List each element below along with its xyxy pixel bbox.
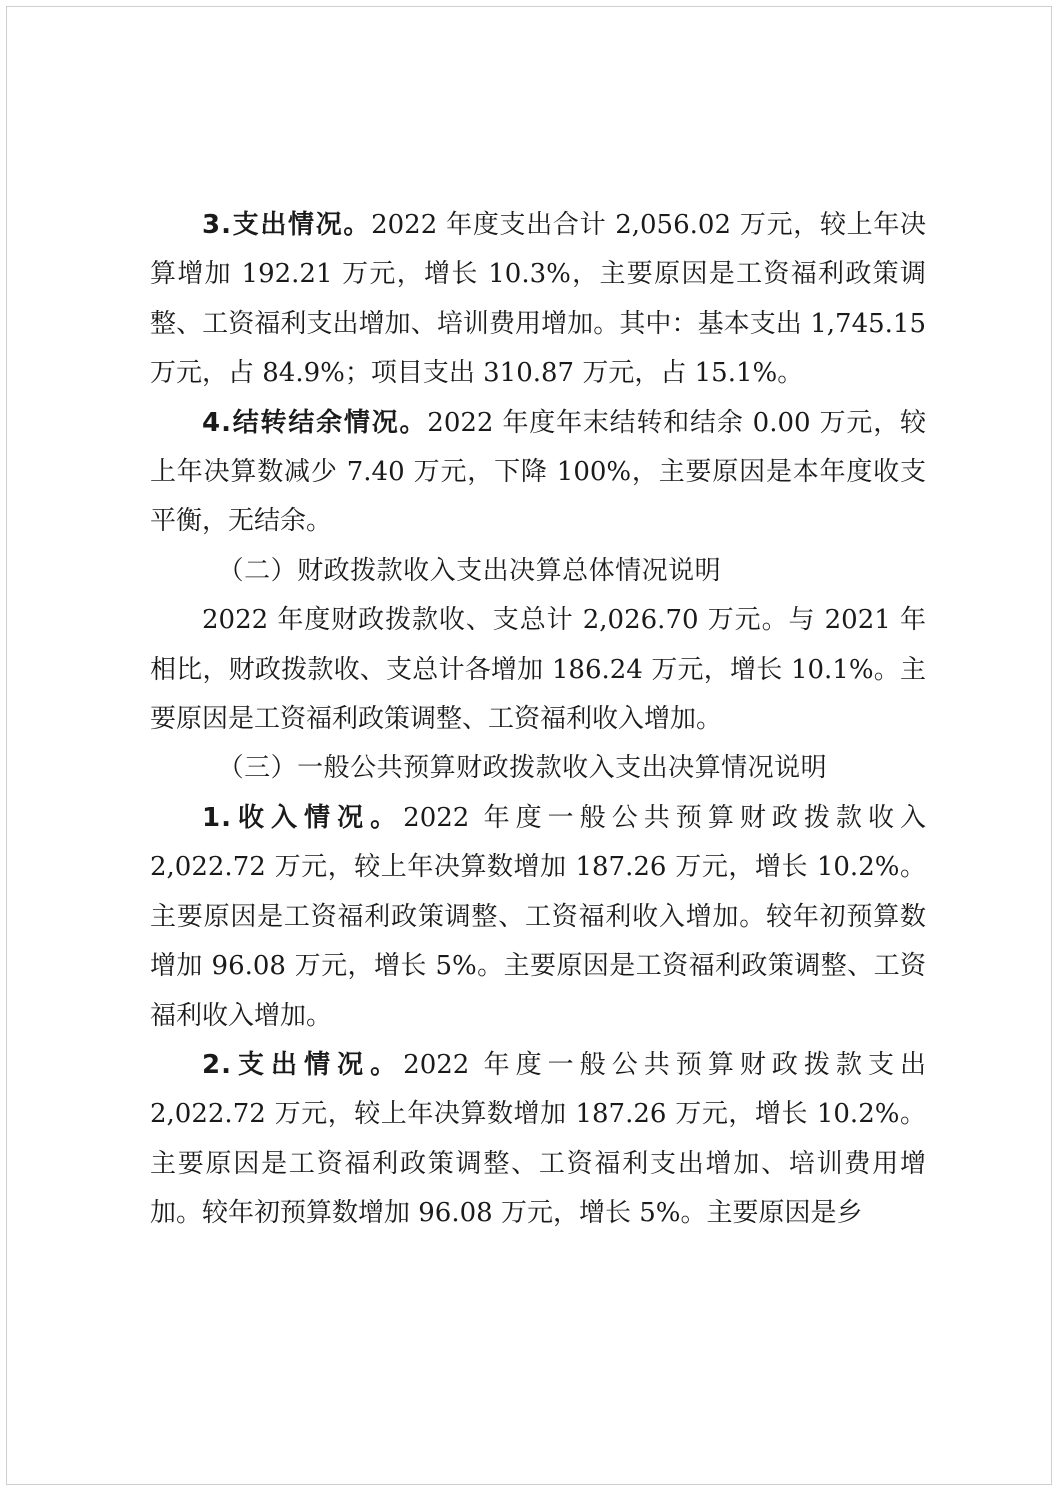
paragraph-general-expenditure — [150, 1041, 926, 1239]
paragraph-lead: 1.收入情况。 — [202, 802, 404, 833]
paragraph-expenditure — [150, 201, 926, 399]
document-page — [6, 6, 1052, 1485]
section-heading-fiscal-overall: （二）财政拨款收入支出决算总体情况说明 — [217, 555, 722, 586]
document-body — [150, 201, 926, 1239]
paragraph-lead: 2.支出情况。 — [202, 1049, 404, 1080]
paragraph-income — [150, 794, 926, 1041]
paragraph-text: 2022 年度年末结转和结余 0.00 万元，较上年决算数减少 7.40 万元，下降 100%，主要原因是本年度收支平衡，无结余。 — [150, 407, 927, 537]
paragraph-carryover — [150, 399, 926, 547]
paragraph-lead: 3.支出情况。 — [202, 210, 372, 240]
paragraph-text: 2022 年度一般公共预算财政拨款支出 2,022.72 万元，较上年决算数增加 187.26 万元，增长 10.2%。主要原因是工资福利政策调整、工资福利支出增加、培训费用增加。较年初预算数增加 96.08 万元，增长 5%。主要原因是乡 — [150, 1049, 927, 1229]
section-heading-general-budget: （三）一般公共预算财政拨款收入支出决算情况说明 — [217, 753, 828, 784]
paragraph-lead: 4.结转结余情况。 — [202, 407, 428, 438]
paragraph-text: 2022 年度支出合计 2,056.02 万元，较上年决算增加 192.21 万元，增长 10.3%，主要原因是工资福利政策调整、工资福利支出增加、培训费用增加。其中：基本支出 1,745.15 万元，占 84.9%；项目支出 310.87 万元，占 15.1%。 — [150, 210, 927, 389]
paragraph-text: 2022 年度一般公共预算财政拨款收入 2,022.72 万元，较上年决算数增加 187.26 万元，增长 10.2%。主要原因是工资福利政策调整、工资福利收入增加。较年初预算数增加 96.08 万元，增长 5%。主要原因是工资福利政策调整、工资福利收入增加。 — [150, 802, 927, 1031]
paragraph-fiscal-overall: 2022 年度财政拨款收、支总计 2,026.70 万元。与 2021 年相比，财政拨款收、支总计各增加 186.24 万元，增长 10.1%。主要原因是工资福利政策调整、工资福利收入增加。 — [150, 605, 926, 735]
